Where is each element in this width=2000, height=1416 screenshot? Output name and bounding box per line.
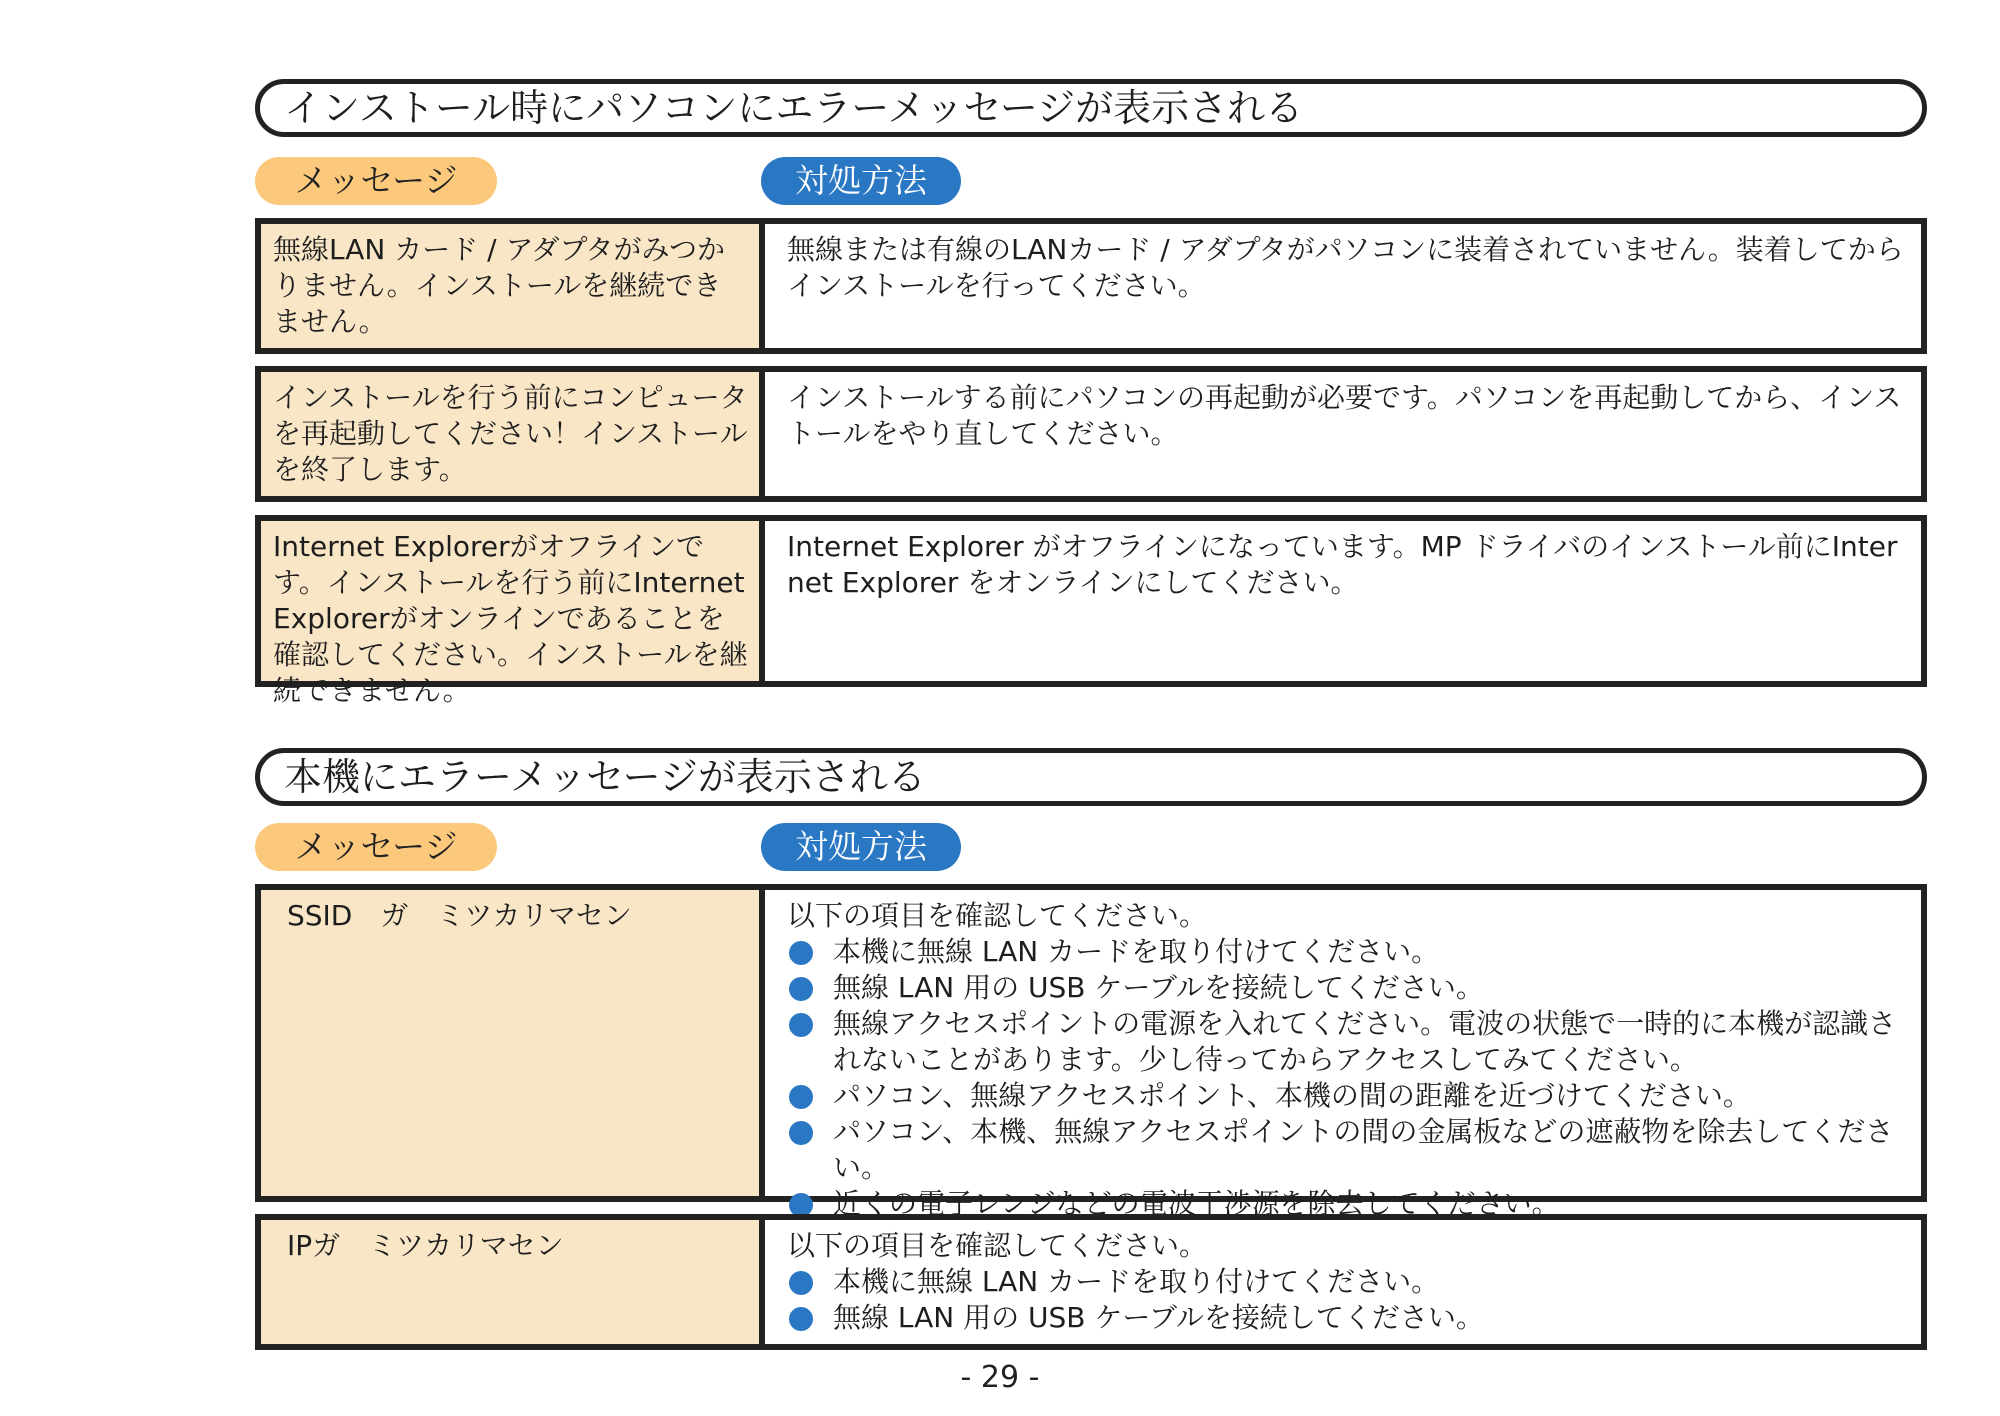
message-cell: SSID ガ ミツカリマセン xyxy=(261,890,765,1196)
bullet-icon xyxy=(789,977,813,1001)
list-item-text: 無線 LAN 用の USB ケーブルを接続してください。 xyxy=(833,971,1484,1004)
checklist xyxy=(787,1264,1907,1336)
table-row xyxy=(255,218,1927,354)
bullet-icon xyxy=(789,1271,813,1295)
bullet-icon xyxy=(789,1013,813,1037)
solution-cell: インストールする前にパソコンの再起動が必要です。パソコンを再起動してから、インストールをやり直してください。 xyxy=(787,381,1902,450)
list-item xyxy=(787,1006,1907,1078)
solution-intro: 以下の項目を確認してください。 xyxy=(787,1229,1208,1262)
list-item-text: 無線 LAN 用の USB ケーブルを接続してください。 xyxy=(833,1301,1484,1334)
list-item xyxy=(787,970,1907,1006)
page-number: - 29 - xyxy=(960,1360,1040,1395)
list-item xyxy=(787,1078,1907,1114)
list-item xyxy=(787,934,1907,970)
bullet-icon xyxy=(789,1307,813,1331)
solution-intro: 以下の項目を確認してください。 xyxy=(787,899,1208,932)
list-item-text: 近くの電子レンジなどの電波干渉源を除去してください。 xyxy=(833,1187,1560,1220)
message-cell: インストールを行う前にコンピュータを再起動してください！インストールを終了します。 xyxy=(261,372,765,496)
list-item xyxy=(787,1114,1907,1186)
list-item-text: パソコン、本機、無線アクセスポイントの間の金属板などの遮蔽物を除去してください。 xyxy=(833,1115,1894,1184)
list-item xyxy=(787,1300,1907,1336)
solution-cell xyxy=(765,1220,1921,1344)
table-row xyxy=(255,515,1927,707)
solution-label: 対処方法 xyxy=(761,823,961,871)
list-item-text: パソコン、無線アクセスポイント、本機の間の距離を近づけてください。 xyxy=(833,1079,1751,1112)
solution-cell: 無線または有線のLANカード / アダプタがパソコンに装着されていません。装着してからインストールを行ってください。 xyxy=(787,233,1904,302)
list-item-text: 無線アクセスポイントの電源を入れてください。電波の状態で一時的に本機が認識されないことがあります。少し待ってからアクセスしてみてください。 xyxy=(833,1007,1897,1076)
list-item-text: 本機に無線 LAN カードを取り付けてください。 xyxy=(833,935,1440,968)
solution-cell: Internet Explorer がオフラインになっています。MP ドライバのインストール前にInternet Explorer をオンラインにしてください。 xyxy=(787,530,1898,599)
message-label: メッセージ xyxy=(255,157,497,205)
message-label: メッセージ xyxy=(255,823,497,871)
section-title-device-errors: 本機にエラーメッセージが表示される xyxy=(255,748,1927,806)
solution-label: 対処方法 xyxy=(761,157,961,205)
bullet-icon xyxy=(789,1085,813,1109)
message-cell: 無線LAN カード / アダプタがみつかりません。インストールを継続できません。 xyxy=(261,224,765,348)
solution-cell xyxy=(765,890,1921,1220)
table-row xyxy=(255,884,1927,1220)
section-title-install-errors: インストール時にパソコンにエラーメッセージが表示される xyxy=(255,79,1927,137)
message-cell: Internet Explorerがオフラインです。インストールを行う前にInternet Explorerがオンラインであることを確認してください。インストールを継続できません。 xyxy=(261,521,765,681)
bullet-icon xyxy=(789,941,813,965)
checklist xyxy=(787,934,1907,1222)
table-row xyxy=(255,366,1927,502)
table-row xyxy=(255,1214,1927,1350)
message-cell: IPガ ミツカリマセン xyxy=(261,1220,765,1344)
bullet-icon xyxy=(789,1121,813,1145)
list-item-text: 本機に無線 LAN カードを取り付けてください。 xyxy=(833,1265,1440,1298)
list-item xyxy=(787,1264,1907,1300)
